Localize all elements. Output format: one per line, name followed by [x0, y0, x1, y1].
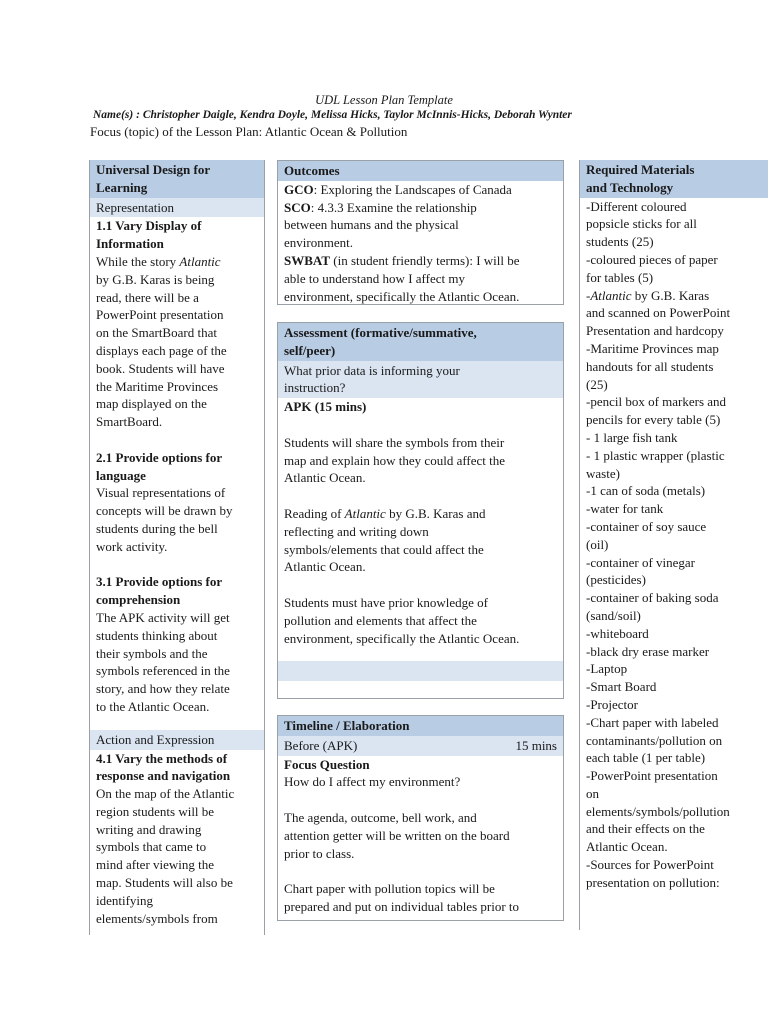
assessment-body — [278, 398, 563, 647]
heading-line: Assessment (formative/summative, — [284, 325, 477, 340]
udl-heading-line: Learning — [96, 179, 148, 195]
section-title: 2.1 Provide options for — [96, 449, 223, 465]
text-line: map and explain how they could affect the — [284, 452, 506, 468]
text-line: their symbols and the — [96, 645, 208, 661]
text-line: pollution and elements that affect the — [284, 612, 477, 628]
sco-line — [284, 199, 557, 217]
material-line: each table (1 per table) — [586, 750, 706, 766]
material-line: (25) — [586, 376, 608, 392]
text-line: elements/symbols from — [96, 910, 218, 926]
text-line: Atlantic Ocean. — [284, 559, 366, 575]
materials-list — [580, 198, 768, 892]
sco-text: : 4.3.3 Examine the relationship — [310, 199, 477, 215]
focus-label: Focus (topic) of the Lesson Plan: — [90, 124, 263, 139]
text-line: between humans and the physical — [284, 217, 459, 233]
gco-line — [284, 181, 557, 199]
text-line: mind after viewing the — [96, 857, 215, 873]
gco-text: : Exploring the Landscapes of Canada — [313, 181, 512, 197]
text-line: symbols that came to — [96, 839, 207, 855]
section-title: comprehension — [96, 592, 181, 608]
material-line: and their effects on the — [586, 821, 705, 837]
heading-line: and Technology — [586, 179, 674, 195]
material-line: (pesticides) — [586, 572, 646, 588]
text-span: by G.B. Karas — [631, 287, 710, 303]
timeline-heading: Timeline / Elaboration — [278, 716, 563, 736]
material-line: handouts for all students — [586, 358, 714, 374]
heading-line: self/peer) — [284, 342, 336, 358]
timeline-box — [277, 715, 564, 920]
timeline-bottom-border — [277, 920, 564, 921]
apk-title: APK (15 mins) — [284, 399, 367, 415]
material-line: -coloured pieces of paper — [586, 251, 718, 267]
text-span: Reading of — [284, 505, 342, 521]
material-line: and scanned on PowerPoint — [586, 305, 731, 321]
material-line: -water for tank — [586, 501, 664, 517]
assessment-box — [277, 322, 564, 699]
udl-section-1-1 — [90, 217, 264, 729]
text-line: writing and drawing — [96, 821, 202, 837]
material-line: -container of soy sauce — [586, 518, 707, 534]
book-title: Atlantic — [179, 253, 221, 269]
text-span: by G.B. Karas and — [389, 505, 486, 521]
representation-label: Representation — [90, 198, 264, 218]
text-line: by G.B. Karas is being — [96, 271, 215, 287]
sco-label: SCO — [284, 199, 311, 215]
udl-heading — [90, 160, 264, 198]
swbat-line — [284, 252, 557, 270]
text-line: On the map of the Atlantic — [96, 786, 235, 802]
text-line — [96, 253, 258, 271]
udl-heading-line: Universal Design for — [96, 162, 211, 177]
material-line: presentation on pollution: — [586, 874, 720, 890]
text-line: able to understand how I affect my — [284, 270, 465, 286]
prompt-line: What prior data is informing your — [284, 362, 460, 378]
material-line: -container of baking soda — [586, 590, 719, 606]
names-value: Christopher Daigle, Kendra Doyle, Melissa Hicks, Taylor McInnis-Hicks, Deborah Wynter — [142, 109, 572, 121]
materials-heading — [580, 160, 768, 198]
text-line: prior to class. — [284, 845, 355, 861]
text-line: reflecting and writing down — [284, 523, 429, 539]
material-line: -Sources for PowerPoint — [586, 857, 714, 873]
document-title: UDL Lesson Plan Template — [315, 93, 453, 107]
text-line — [284, 505, 557, 523]
text-line: Chart paper with pollution topics will be — [284, 881, 495, 897]
names-line — [93, 109, 572, 121]
material-line: Atlantic Ocean. — [586, 839, 668, 855]
text-line: SmartBoard. — [96, 414, 163, 430]
swbat-text: (in student friendly terms): I will be — [330, 252, 520, 268]
text-line: prepared and put on individual tables prior to — [284, 898, 520, 914]
material-line: (oil) — [586, 536, 609, 552]
material-line: for tables (5) — [586, 269, 654, 285]
prior-data-prompt — [278, 361, 563, 399]
material-line: waste) — [586, 465, 620, 481]
text-line: PowerPoint presentation — [96, 307, 224, 323]
materials-box — [579, 160, 768, 930]
text-line: Students will share the symbols from their — [284, 434, 505, 450]
material-line — [586, 287, 762, 305]
focus-question: How do I affect my environment? — [284, 774, 461, 790]
assessment-heading — [278, 323, 563, 361]
text-line: map. Students will also be — [96, 875, 233, 891]
material-line: popsicle sticks for all — [586, 216, 697, 232]
material-line: elements/symbols/pollution — [586, 803, 730, 819]
text-line: environment. — [284, 235, 353, 251]
material-line: Presentation and hardcopy — [586, 323, 724, 339]
focus-line — [90, 124, 407, 140]
material-line: -Different coloured — [586, 198, 687, 214]
material-line: contaminants/pollution on — [586, 732, 723, 748]
text-line: symbols/elements that could affect the — [284, 541, 484, 557]
material-line: - 1 large fish tank — [586, 429, 678, 445]
text-span: - — [586, 287, 591, 303]
material-line: -Laptop — [586, 661, 628, 677]
text-span: While the story — [96, 253, 177, 269]
text-line: book. Students will have — [96, 360, 225, 376]
text-line: map displayed on the — [96, 396, 207, 412]
text-line: environment, specifically the Atlantic Ocean. — [284, 630, 520, 646]
before-apk-row — [278, 736, 563, 756]
text-line: environment, specifically the Atlantic Ocean. — [284, 288, 520, 304]
prompt-line: instruction? — [284, 380, 346, 396]
text-line: identifying — [96, 892, 154, 908]
material-line: -black dry erase marker — [586, 643, 710, 659]
outcomes-heading: Outcomes — [278, 161, 563, 181]
text-line: The agenda, outcome, bell work, and — [284, 809, 477, 825]
material-line: -Maritime Provinces map — [586, 340, 719, 356]
focus-value: Atlantic Ocean & Pollution — [264, 124, 408, 139]
text-line: students during the bell — [96, 520, 218, 536]
heading-line: Required Materials — [586, 162, 695, 177]
assessment-footer-band — [278, 661, 563, 681]
text-line: displays each page of the — [96, 342, 227, 358]
outcomes-box — [277, 160, 564, 305]
section-title: Information — [96, 236, 164, 252]
material-line: -container of vinegar — [586, 554, 696, 570]
section-title: 1.1 Vary Display of — [96, 218, 202, 234]
text-line: concepts will be drawn by — [96, 503, 233, 519]
timeline-body — [278, 756, 563, 916]
before-time: 15 mins — [515, 737, 557, 753]
names-label: Name(s) : — [93, 109, 140, 121]
text-line: work activity. — [96, 538, 168, 554]
text-line: Visual representations of — [96, 485, 226, 501]
material-line: - 1 plastic wrapper (plastic — [586, 447, 725, 463]
book-title: Atlantic — [590, 287, 632, 303]
section-title: response and navigation — [96, 768, 231, 784]
material-line: -Chart paper with labeled — [586, 714, 719, 730]
material-line: -Projector — [586, 696, 638, 712]
text-line: students thinking about — [96, 627, 218, 643]
material-line: (sand/soil) — [586, 607, 641, 623]
material-line: -whiteboard — [586, 625, 649, 641]
material-line: -pencil box of markers and — [586, 394, 727, 410]
text-line: symbols referenced in the — [96, 663, 230, 679]
text-line: story, and how they relate — [96, 681, 230, 697]
text-line: Atlantic Ocean. — [284, 470, 366, 486]
section-title: 3.1 Provide options for — [96, 574, 223, 590]
material-line: pencils for every table (5) — [586, 412, 721, 428]
udl-column — [89, 160, 265, 935]
section-title: language — [96, 467, 146, 483]
focus-question-label: Focus Question — [284, 756, 370, 772]
text-line: the Maritime Provinces — [96, 378, 219, 394]
text-line: region students will be — [96, 803, 215, 819]
material-line: -1 can of soda (metals) — [586, 483, 706, 499]
before-label: Before (APK) — [284, 737, 358, 753]
text-line: to the Atlantic Ocean. — [96, 698, 210, 714]
section-title: 4.1 Vary the methods of — [96, 750, 228, 766]
material-line: on — [586, 785, 599, 801]
action-expression-label: Action and Expression — [90, 730, 264, 750]
text-line: attention getter will be written on the board — [284, 827, 510, 843]
udl-section-4-1 — [90, 750, 264, 928]
text-line: on the SmartBoard that — [96, 325, 217, 341]
text-line: Students must have prior knowledge of — [284, 594, 488, 610]
book-title: Atlantic — [344, 505, 386, 521]
outcomes-body — [278, 181, 563, 305]
gco-label: GCO — [284, 181, 314, 197]
material-line: -Smart Board — [586, 679, 657, 695]
text-line: read, there will be a — [96, 289, 199, 305]
text-line: The APK activity will get — [96, 609, 230, 625]
material-line: students (25) — [586, 234, 654, 250]
swbat-label: SWBAT — [284, 252, 330, 268]
material-line: -PowerPoint presentation — [586, 768, 718, 784]
